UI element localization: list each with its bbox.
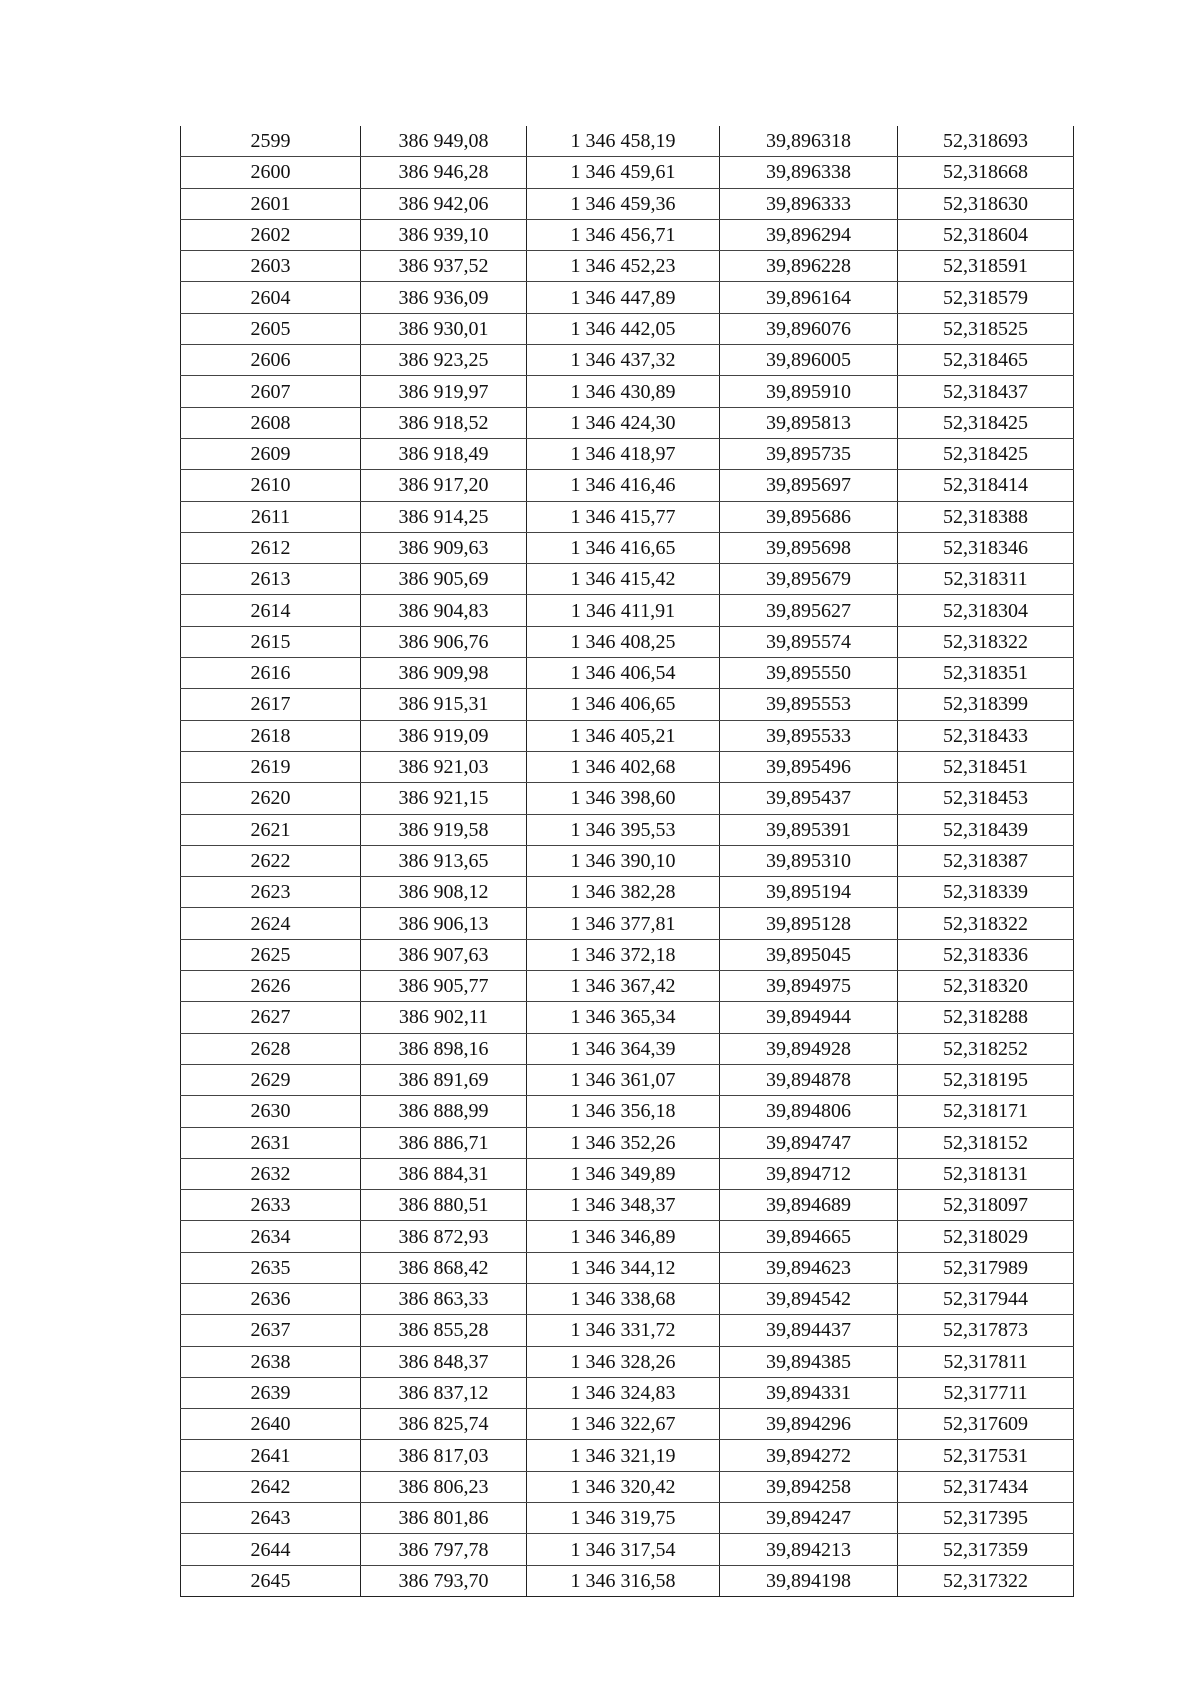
x-coordinate-cell: 386 919,09 [361, 720, 527, 751]
latitude-cell: 52,318346 [898, 532, 1074, 563]
table-row [181, 814, 1074, 845]
y-coordinate-cell: 1 346 458,19 [527, 126, 720, 157]
table-row [181, 438, 1074, 469]
x-coordinate-cell: 386 909,63 [361, 532, 527, 563]
x-coordinate-cell: 386 921,03 [361, 751, 527, 782]
latitude-cell: 52,317531 [898, 1440, 1074, 1471]
table-row [181, 1315, 1074, 1346]
latitude-cell: 52,318388 [898, 501, 1074, 532]
longitude-cell: 39,895735 [720, 438, 898, 469]
y-coordinate-cell: 1 346 395,53 [527, 814, 720, 845]
point-number-cell: 2614 [181, 595, 361, 626]
longitude-cell: 39,896338 [720, 157, 898, 188]
x-coordinate-cell: 386 921,15 [361, 783, 527, 814]
longitude-cell: 39,895910 [720, 376, 898, 407]
latitude-cell: 52,317811 [898, 1346, 1074, 1377]
latitude-cell: 52,318425 [898, 438, 1074, 469]
x-coordinate-cell: 386 946,28 [361, 157, 527, 188]
point-number-cell: 2621 [181, 814, 361, 845]
latitude-cell: 52,318437 [898, 376, 1074, 407]
longitude-cell: 39,894712 [720, 1158, 898, 1189]
longitude-cell: 39,894623 [720, 1252, 898, 1283]
point-number-cell: 2615 [181, 626, 361, 657]
longitude-cell: 39,895310 [720, 845, 898, 876]
x-coordinate-cell: 386 917,20 [361, 470, 527, 501]
point-number-cell: 2635 [181, 1252, 361, 1283]
point-number-cell: 2628 [181, 1033, 361, 1064]
point-number-cell: 2630 [181, 1096, 361, 1127]
y-coordinate-cell: 1 346 416,46 [527, 470, 720, 501]
table-row [181, 939, 1074, 970]
table-row [181, 595, 1074, 626]
point-number-cell: 2625 [181, 939, 361, 970]
longitude-cell: 39,896076 [720, 313, 898, 344]
longitude-cell: 39,895194 [720, 877, 898, 908]
y-coordinate-cell: 1 346 324,83 [527, 1377, 720, 1408]
table-row [181, 1002, 1074, 1033]
point-number-cell: 2609 [181, 438, 361, 469]
table-row [181, 188, 1074, 219]
x-coordinate-cell: 386 872,93 [361, 1221, 527, 1252]
latitude-cell: 52,317359 [898, 1534, 1074, 1565]
table-row [181, 1190, 1074, 1221]
x-coordinate-cell: 386 930,01 [361, 313, 527, 344]
x-coordinate-cell: 386 884,31 [361, 1158, 527, 1189]
point-number-cell: 2642 [181, 1471, 361, 1502]
x-coordinate-cell: 386 923,25 [361, 345, 527, 376]
latitude-cell: 52,317609 [898, 1409, 1074, 1440]
y-coordinate-cell: 1 346 346,89 [527, 1221, 720, 1252]
table-row [181, 908, 1074, 939]
y-coordinate-cell: 1 346 320,42 [527, 1471, 720, 1502]
point-number-cell: 2599 [181, 126, 361, 157]
latitude-cell: 52,317395 [898, 1503, 1074, 1534]
x-coordinate-cell: 386 909,98 [361, 658, 527, 689]
latitude-cell: 52,318387 [898, 845, 1074, 876]
table-row [181, 501, 1074, 532]
table-row [181, 1283, 1074, 1314]
latitude-cell: 52,318433 [898, 720, 1074, 751]
point-number-cell: 2637 [181, 1315, 361, 1346]
longitude-cell: 39,895128 [720, 908, 898, 939]
x-coordinate-cell: 386 939,10 [361, 219, 527, 250]
table-row [181, 1377, 1074, 1408]
longitude-cell: 39,894975 [720, 971, 898, 1002]
y-coordinate-cell: 1 346 316,58 [527, 1565, 720, 1596]
y-coordinate-cell: 1 346 382,28 [527, 877, 720, 908]
table-row [181, 313, 1074, 344]
latitude-cell: 52,318604 [898, 219, 1074, 250]
point-number-cell: 2645 [181, 1565, 361, 1596]
point-number-cell: 2604 [181, 282, 361, 313]
longitude-cell: 39,896005 [720, 345, 898, 376]
latitude-cell: 52,318288 [898, 1002, 1074, 1033]
x-coordinate-cell: 386 915,31 [361, 689, 527, 720]
latitude-cell: 52,318195 [898, 1064, 1074, 1095]
y-coordinate-cell: 1 346 447,89 [527, 282, 720, 313]
longitude-cell: 39,894689 [720, 1190, 898, 1221]
longitude-cell: 39,896294 [720, 219, 898, 250]
x-coordinate-cell: 386 918,49 [361, 438, 527, 469]
longitude-cell: 39,895533 [720, 720, 898, 751]
latitude-cell: 52,318414 [898, 470, 1074, 501]
point-number-cell: 2611 [181, 501, 361, 532]
x-coordinate-cell: 386 797,78 [361, 1534, 527, 1565]
x-coordinate-cell: 386 906,13 [361, 908, 527, 939]
table-row [181, 1096, 1074, 1127]
x-coordinate-cell: 386 880,51 [361, 1190, 527, 1221]
table-row [181, 1127, 1074, 1158]
table-row [181, 1064, 1074, 1095]
y-coordinate-cell: 1 346 352,26 [527, 1127, 720, 1158]
x-coordinate-cell: 386 919,58 [361, 814, 527, 845]
table-row [181, 1565, 1074, 1596]
y-coordinate-cell: 1 346 415,42 [527, 564, 720, 595]
latitude-cell: 52,318304 [898, 595, 1074, 626]
longitude-cell: 39,894198 [720, 1565, 898, 1596]
table-row [181, 1033, 1074, 1064]
longitude-cell: 39,894258 [720, 1471, 898, 1502]
table-row [181, 1534, 1074, 1565]
y-coordinate-cell: 1 346 328,26 [527, 1346, 720, 1377]
table-row [181, 376, 1074, 407]
point-number-cell: 2644 [181, 1534, 361, 1565]
latitude-cell: 52,318097 [898, 1190, 1074, 1221]
table-row [181, 1409, 1074, 1440]
x-coordinate-cell: 386 918,52 [361, 407, 527, 438]
latitude-cell: 52,318339 [898, 877, 1074, 908]
point-number-cell: 2612 [181, 532, 361, 563]
y-coordinate-cell: 1 346 348,37 [527, 1190, 720, 1221]
latitude-cell: 52,318525 [898, 313, 1074, 344]
y-coordinate-cell: 1 346 430,89 [527, 376, 720, 407]
point-number-cell: 2610 [181, 470, 361, 501]
latitude-cell: 52,318311 [898, 564, 1074, 595]
x-coordinate-cell: 386 868,42 [361, 1252, 527, 1283]
x-coordinate-cell: 386 817,03 [361, 1440, 527, 1471]
point-number-cell: 2639 [181, 1377, 361, 1408]
latitude-cell: 52,318336 [898, 939, 1074, 970]
coordinates-table [180, 126, 1074, 1597]
table-row [181, 658, 1074, 689]
x-coordinate-cell: 386 825,74 [361, 1409, 527, 1440]
point-number-cell: 2606 [181, 345, 361, 376]
longitude-cell: 39,895627 [720, 595, 898, 626]
x-coordinate-cell: 386 855,28 [361, 1315, 527, 1346]
latitude-cell: 52,318439 [898, 814, 1074, 845]
longitude-cell: 39,896333 [720, 188, 898, 219]
x-coordinate-cell: 386 801,86 [361, 1503, 527, 1534]
table-row [181, 1346, 1074, 1377]
point-number-cell: 2636 [181, 1283, 361, 1314]
latitude-cell: 52,317434 [898, 1471, 1074, 1502]
point-number-cell: 2623 [181, 877, 361, 908]
x-coordinate-cell: 386 837,12 [361, 1377, 527, 1408]
y-coordinate-cell: 1 346 405,21 [527, 720, 720, 751]
longitude-cell: 39,894272 [720, 1440, 898, 1471]
x-coordinate-cell: 386 793,70 [361, 1565, 527, 1596]
table-row [181, 126, 1074, 157]
y-coordinate-cell: 1 346 321,19 [527, 1440, 720, 1471]
longitude-cell: 39,894213 [720, 1534, 898, 1565]
point-number-cell: 2640 [181, 1409, 361, 1440]
point-number-cell: 2602 [181, 219, 361, 250]
y-coordinate-cell: 1 346 356,18 [527, 1096, 720, 1127]
point-number-cell: 2616 [181, 658, 361, 689]
y-coordinate-cell: 1 346 459,61 [527, 157, 720, 188]
longitude-cell: 39,895813 [720, 407, 898, 438]
y-coordinate-cell: 1 346 377,81 [527, 908, 720, 939]
table-row [181, 1471, 1074, 1502]
y-coordinate-cell: 1 346 406,54 [527, 658, 720, 689]
x-coordinate-cell: 386 904,83 [361, 595, 527, 626]
longitude-cell: 39,895045 [720, 939, 898, 970]
table-row [181, 251, 1074, 282]
point-number-cell: 2622 [181, 845, 361, 876]
table-row [181, 845, 1074, 876]
x-coordinate-cell: 386 906,76 [361, 626, 527, 657]
longitude-cell: 39,894296 [720, 1409, 898, 1440]
longitude-cell: 39,895437 [720, 783, 898, 814]
point-number-cell: 2608 [181, 407, 361, 438]
table-row [181, 1503, 1074, 1534]
table-row [181, 689, 1074, 720]
latitude-cell: 52,318252 [898, 1033, 1074, 1064]
point-number-cell: 2643 [181, 1503, 361, 1534]
x-coordinate-cell: 386 888,99 [361, 1096, 527, 1127]
y-coordinate-cell: 1 346 411,91 [527, 595, 720, 626]
latitude-cell: 52,318152 [898, 1127, 1074, 1158]
longitude-cell: 39,894247 [720, 1503, 898, 1534]
latitude-cell: 52,317322 [898, 1565, 1074, 1596]
latitude-cell: 52,318399 [898, 689, 1074, 720]
y-coordinate-cell: 1 346 408,25 [527, 626, 720, 657]
y-coordinate-cell: 1 346 456,71 [527, 219, 720, 250]
y-coordinate-cell: 1 346 367,42 [527, 971, 720, 1002]
y-coordinate-cell: 1 346 416,65 [527, 532, 720, 563]
x-coordinate-cell: 386 908,12 [361, 877, 527, 908]
point-number-cell: 2620 [181, 783, 361, 814]
y-coordinate-cell: 1 346 322,67 [527, 1409, 720, 1440]
point-number-cell: 2605 [181, 313, 361, 344]
y-coordinate-cell: 1 346 390,10 [527, 845, 720, 876]
y-coordinate-cell: 1 346 415,77 [527, 501, 720, 532]
y-coordinate-cell: 1 346 338,68 [527, 1283, 720, 1314]
point-number-cell: 2624 [181, 908, 361, 939]
latitude-cell: 52,318322 [898, 626, 1074, 657]
x-coordinate-cell: 386 919,97 [361, 376, 527, 407]
latitude-cell: 52,317711 [898, 1377, 1074, 1408]
latitude-cell: 52,318425 [898, 407, 1074, 438]
table-row [181, 282, 1074, 313]
longitude-cell: 39,894928 [720, 1033, 898, 1064]
longitude-cell: 39,895553 [720, 689, 898, 720]
table-row [181, 877, 1074, 908]
point-number-cell: 2600 [181, 157, 361, 188]
table-row [181, 626, 1074, 657]
point-number-cell: 2618 [181, 720, 361, 751]
x-coordinate-cell: 386 914,25 [361, 501, 527, 532]
latitude-cell: 52,318579 [898, 282, 1074, 313]
table-row [181, 532, 1074, 563]
point-number-cell: 2641 [181, 1440, 361, 1471]
longitude-cell: 39,896164 [720, 282, 898, 313]
latitude-cell: 52,318591 [898, 251, 1074, 282]
x-coordinate-cell: 386 891,69 [361, 1064, 527, 1095]
x-coordinate-cell: 386 848,37 [361, 1346, 527, 1377]
point-number-cell: 2626 [181, 971, 361, 1002]
point-number-cell: 2617 [181, 689, 361, 720]
y-coordinate-cell: 1 346 361,07 [527, 1064, 720, 1095]
table-row [181, 407, 1074, 438]
latitude-cell: 52,318630 [898, 188, 1074, 219]
point-number-cell: 2613 [181, 564, 361, 595]
longitude-cell: 39,894944 [720, 1002, 898, 1033]
y-coordinate-cell: 1 346 319,75 [527, 1503, 720, 1534]
coordinates-table-body [181, 126, 1074, 1596]
table-row [181, 783, 1074, 814]
latitude-cell: 52,318693 [898, 126, 1074, 157]
table-row [181, 1158, 1074, 1189]
latitude-cell: 52,318451 [898, 751, 1074, 782]
longitude-cell: 39,895686 [720, 501, 898, 532]
y-coordinate-cell: 1 346 406,65 [527, 689, 720, 720]
y-coordinate-cell: 1 346 364,39 [527, 1033, 720, 1064]
y-coordinate-cell: 1 346 349,89 [527, 1158, 720, 1189]
y-coordinate-cell: 1 346 344,12 [527, 1252, 720, 1283]
y-coordinate-cell: 1 346 418,97 [527, 438, 720, 469]
longitude-cell: 39,895391 [720, 814, 898, 845]
longitude-cell: 39,895496 [720, 751, 898, 782]
latitude-cell: 52,318029 [898, 1221, 1074, 1252]
x-coordinate-cell: 386 863,33 [361, 1283, 527, 1314]
point-number-cell: 2607 [181, 376, 361, 407]
latitude-cell: 52,318668 [898, 157, 1074, 188]
point-number-cell: 2632 [181, 1158, 361, 1189]
y-coordinate-cell: 1 346 317,54 [527, 1534, 720, 1565]
longitude-cell: 39,896228 [720, 251, 898, 282]
longitude-cell: 39,894331 [720, 1377, 898, 1408]
x-coordinate-cell: 386 949,08 [361, 126, 527, 157]
table-row [181, 971, 1074, 1002]
point-number-cell: 2601 [181, 188, 361, 219]
latitude-cell: 52,318465 [898, 345, 1074, 376]
table-row [181, 219, 1074, 250]
longitude-cell: 39,896318 [720, 126, 898, 157]
longitude-cell: 39,894385 [720, 1346, 898, 1377]
point-number-cell: 2631 [181, 1127, 361, 1158]
longitude-cell: 39,894747 [720, 1127, 898, 1158]
latitude-cell: 52,318131 [898, 1158, 1074, 1189]
x-coordinate-cell: 386 913,65 [361, 845, 527, 876]
table-row [181, 720, 1074, 751]
point-number-cell: 2603 [181, 251, 361, 282]
x-coordinate-cell: 386 905,77 [361, 971, 527, 1002]
latitude-cell: 52,318453 [898, 783, 1074, 814]
x-coordinate-cell: 386 806,23 [361, 1471, 527, 1502]
x-coordinate-cell: 386 886,71 [361, 1127, 527, 1158]
y-coordinate-cell: 1 346 452,23 [527, 251, 720, 282]
table-row [181, 345, 1074, 376]
longitude-cell: 39,894665 [720, 1221, 898, 1252]
latitude-cell: 52,317944 [898, 1283, 1074, 1314]
table-row [181, 1221, 1074, 1252]
longitude-cell: 39,894542 [720, 1283, 898, 1314]
latitude-cell: 52,318322 [898, 908, 1074, 939]
table-row [181, 157, 1074, 188]
y-coordinate-cell: 1 346 437,32 [527, 345, 720, 376]
y-coordinate-cell: 1 346 459,36 [527, 188, 720, 219]
point-number-cell: 2634 [181, 1221, 361, 1252]
point-number-cell: 2633 [181, 1190, 361, 1221]
longitude-cell: 39,895697 [720, 470, 898, 501]
latitude-cell: 52,318351 [898, 658, 1074, 689]
table-row [181, 751, 1074, 782]
longitude-cell: 39,895550 [720, 658, 898, 689]
longitude-cell: 39,895574 [720, 626, 898, 657]
point-number-cell: 2619 [181, 751, 361, 782]
y-coordinate-cell: 1 346 402,68 [527, 751, 720, 782]
latitude-cell: 52,317873 [898, 1315, 1074, 1346]
x-coordinate-cell: 386 905,69 [361, 564, 527, 595]
y-coordinate-cell: 1 346 372,18 [527, 939, 720, 970]
y-coordinate-cell: 1 346 442,05 [527, 313, 720, 344]
point-number-cell: 2627 [181, 1002, 361, 1033]
x-coordinate-cell: 386 907,63 [361, 939, 527, 970]
y-coordinate-cell: 1 346 331,72 [527, 1315, 720, 1346]
longitude-cell: 39,895679 [720, 564, 898, 595]
y-coordinate-cell: 1 346 424,30 [527, 407, 720, 438]
x-coordinate-cell: 386 898,16 [361, 1033, 527, 1064]
x-coordinate-cell: 386 936,09 [361, 282, 527, 313]
point-number-cell: 2629 [181, 1064, 361, 1095]
table-row [181, 1440, 1074, 1471]
longitude-cell: 39,894878 [720, 1064, 898, 1095]
longitude-cell: 39,895698 [720, 532, 898, 563]
x-coordinate-cell: 386 937,52 [361, 251, 527, 282]
table-row [181, 470, 1074, 501]
table-row [181, 564, 1074, 595]
longitude-cell: 39,894437 [720, 1315, 898, 1346]
latitude-cell: 52,318320 [898, 971, 1074, 1002]
y-coordinate-cell: 1 346 365,34 [527, 1002, 720, 1033]
latitude-cell: 52,318171 [898, 1096, 1074, 1127]
y-coordinate-cell: 1 346 398,60 [527, 783, 720, 814]
table-row [181, 1252, 1074, 1283]
point-number-cell: 2638 [181, 1346, 361, 1377]
longitude-cell: 39,894806 [720, 1096, 898, 1127]
latitude-cell: 52,317989 [898, 1252, 1074, 1283]
x-coordinate-cell: 386 942,06 [361, 188, 527, 219]
x-coordinate-cell: 386 902,11 [361, 1002, 527, 1033]
